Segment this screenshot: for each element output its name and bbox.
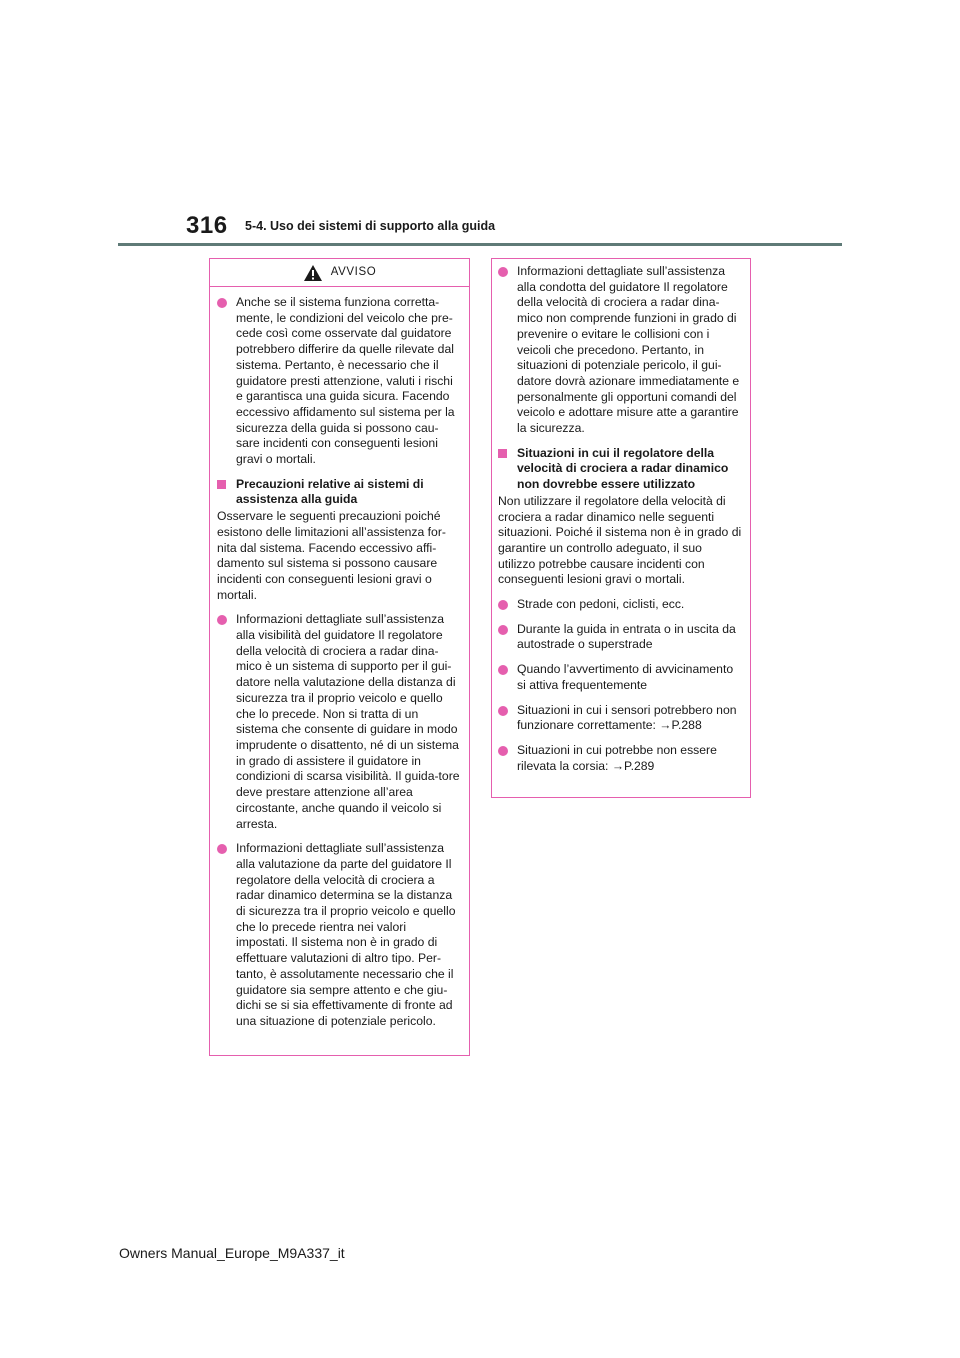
list-item bbox=[498, 703, 750, 734]
section-title: 5-4. Uso dei sistemi di supporto alla guida bbox=[245, 219, 496, 233]
list-item bbox=[217, 612, 469, 832]
warning-title: AVVISO bbox=[330, 265, 377, 278]
list-item bbox=[498, 264, 750, 437]
subsection-heading bbox=[498, 446, 750, 493]
bullet-dot-icon bbox=[498, 600, 508, 610]
bullet-text: Situazioni in cui potrebbe non essere rilevata la corsia: →P.289 bbox=[517, 742, 717, 773]
page-number: 316 bbox=[186, 212, 228, 239]
list-item bbox=[498, 743, 750, 774]
bullet-text: Durante la guida in entrata o in uscita da autostrade o superstrade bbox=[517, 621, 736, 652]
subsection-heading bbox=[217, 477, 469, 508]
warning-triangle-icon bbox=[303, 264, 323, 282]
warning-box-right bbox=[491, 258, 751, 798]
header-rule bbox=[118, 243, 842, 246]
bullet-dot-icon bbox=[217, 298, 227, 308]
warning-header bbox=[210, 259, 469, 287]
list-item bbox=[217, 295, 469, 468]
bullet-dot-icon bbox=[217, 615, 227, 625]
bullet-text: Informazioni dettagliate sull’assistenza alla valutazione da parte del guidatore Il regolatore della velocità di crociera a radar dinamico determina se la distanza di sicurezza tra il proprio veicolo e quello che lo precede rientra nei valori impostati. Il sistema non è in grado di effettuare valutazioni di altro tipo. Per-tanto, è assolutamente necessario che il guidatore sia sempre attento e che giu-dichi se si sia effettivamente di fronte ad una situazione di potenziale pericolo. bbox=[236, 841, 456, 1028]
list-item bbox=[217, 841, 469, 1029]
bullet-dot-icon bbox=[498, 746, 508, 756]
bullet-text: Quando l’avvertimento di avvicinamento si attiva frequentemente bbox=[517, 662, 734, 692]
bullet-dot-icon bbox=[217, 844, 227, 854]
paragraph: Non utilizzare il regolatore della velocità di crociera a radar dinamico nelle seguenti situazioni. Poiché il sistema non è in grado di garantire un controllo adeguato, il suo utilizzo potrebbe causare incidenti con conseguenti lesioni gravi o mortali. bbox=[498, 493, 742, 587]
list-item bbox=[498, 622, 750, 653]
bullet-text: Situazioni in cui i sensori potrebbero non funzionare correttamente: →P.288 bbox=[517, 702, 737, 733]
bullet-text: Anche se il sistema funziona corretta-mente, le condizioni del veicolo che pre-cede così come osservate dal guidatore potrebbero differire da quelle rilevate dal sistema. Pertanto, è necessario che il guidatore presti attenzione, valuti i rischi e garantisca una guida sicura. Facendo eccessivo affidamento sul sistema per la sicurezza della guida si possono cau-sare incidenti con conseguenti lesioni gravi o mortali. bbox=[236, 295, 455, 467]
square-bullet-icon bbox=[217, 480, 226, 489]
bullet-text: Informazioni dettagliate sull’assistenza alla condotta del guidatore Il regolatore della velocità di crociera a radar dina-mico non comprende funzioni in grado di prevenire o evitare le collisioni con i veicoli che precedono. Pertanto, in situazioni di potenziale pericolo, il gui-datore dovrà azionare immediatamente e personalmente gli opportuni comandi del veicolo e adottare misure atte a garantire la sicurezza. bbox=[517, 264, 740, 436]
square-bullet-icon bbox=[498, 449, 507, 458]
list-item bbox=[498, 662, 750, 693]
subsection-heading-text: Precauzioni relative ai sistemi di assistenza alla guida bbox=[236, 476, 424, 507]
list-item bbox=[498, 597, 750, 613]
warning-box-left bbox=[209, 258, 470, 1056]
footer-text: Owners Manual_Europe_M9A337_it bbox=[119, 1245, 345, 1261]
bullet-text: Informazioni dettagliate sull’assistenza alla visibilità del guidatore Il regolatore della velocità di crociera a radar dina-mico è un sistema di supporto per il gui-datore nella valutazione della distanza di sicurezza tra il proprio veicolo e quello che lo precede. Non si tratta di un sistema che consente di guidare in modo imprudente o disattento, né di un sistema in grado di assistere il guidatore in condizioni di scarsa visibilità. Il guida-tore deve prestare attenzione all’area circostante, anche quando il veicolo si arresta. bbox=[236, 612, 460, 831]
bullet-dot-icon bbox=[498, 267, 508, 277]
bullet-dot-icon bbox=[498, 625, 508, 635]
paragraph: Osservare le seguenti precauzioni poiché esistono delle limitazioni all’assistenza for-nita dal sistema. Facendo eccessivo affi-damento sul sistema si possono causare incidenti con conseguenti lesioni gravi o mortali. bbox=[217, 509, 446, 602]
bullet-dot-icon bbox=[498, 706, 508, 716]
bullet-dot-icon bbox=[498, 665, 508, 675]
bullet-text: Strade con pedoni, ciclisti, ecc. bbox=[517, 597, 685, 612]
subsection-heading-text: Situazioni in cui il regolatore della velocità di crociera a radar dinamico non dovrebbe essere utilizzato bbox=[517, 445, 729, 492]
